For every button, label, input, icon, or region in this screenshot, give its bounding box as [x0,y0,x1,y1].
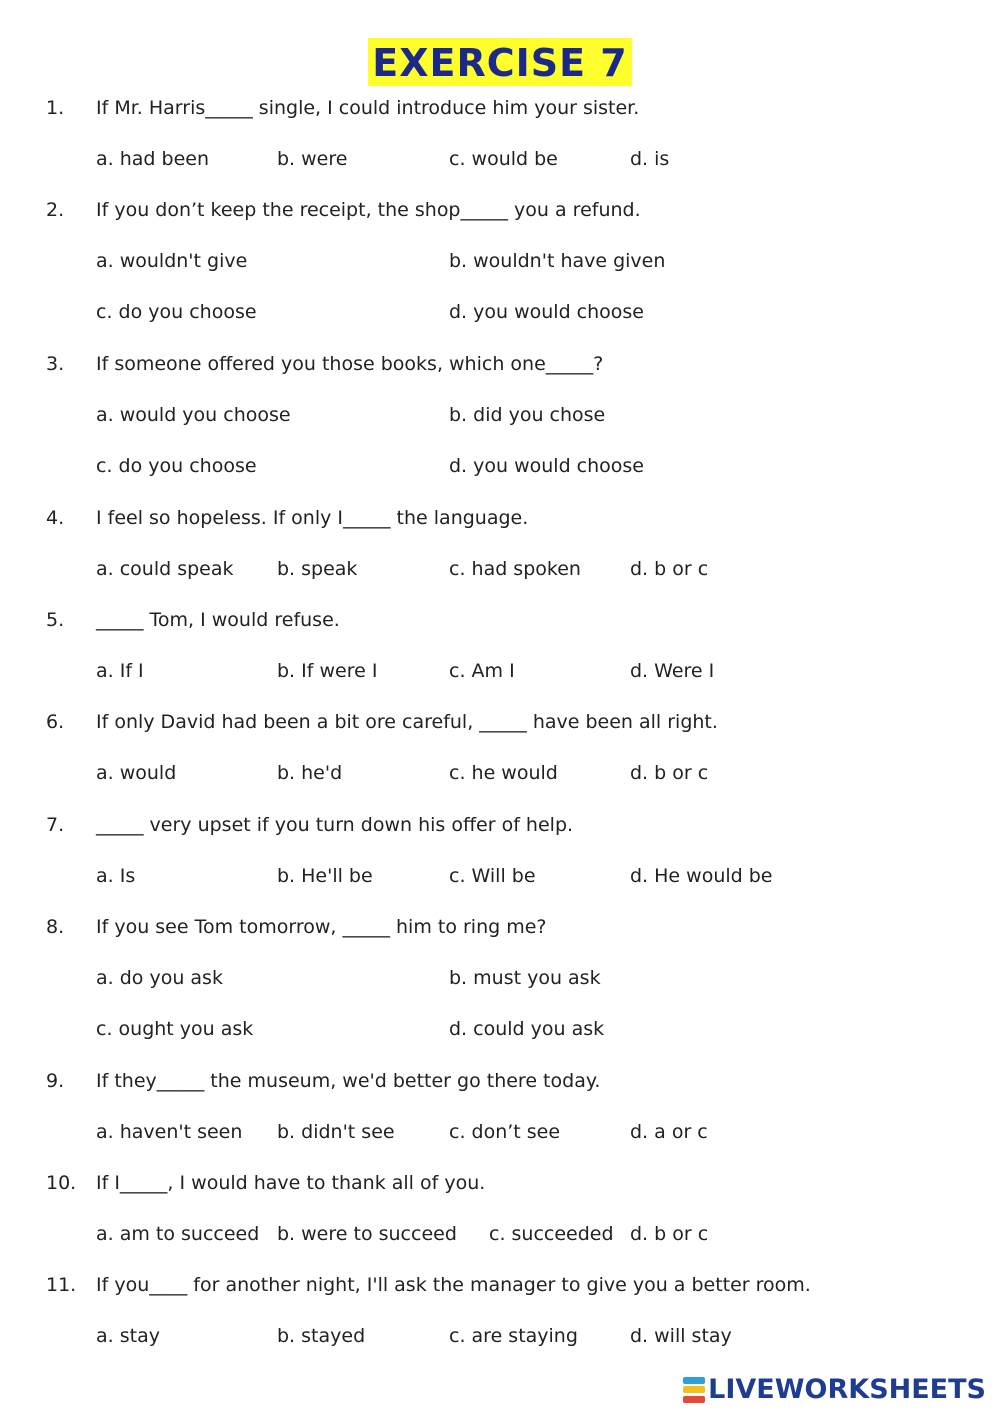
logo-icon [683,1377,705,1403]
question-number: 8. [46,916,65,938]
option-d[interactable]: d. will stay [630,1325,732,1347]
option-b[interactable]: b. He'll be [277,865,373,887]
option-b[interactable]: b. must you ask [449,967,601,989]
option-c[interactable]: c. ought you ask [96,1018,254,1040]
option-c[interactable]: c. do you choose [96,455,257,477]
question-text: If only David had been a bit ore careful, _____ have been all right. [96,711,718,733]
option-a[interactable]: a. would you choose [96,404,291,426]
question-number: 2. [46,199,65,221]
option-c[interactable]: c. Am I [449,660,515,682]
option-d[interactable]: d. b or c [630,1223,709,1245]
question-number: 6. [46,711,65,733]
question-number: 3. [46,353,65,375]
option-a[interactable]: a. do you ask [96,967,223,989]
option-d[interactable]: d. you would choose [449,455,645,477]
option-a[interactable]: a. am to succeed [96,1223,260,1245]
option-a[interactable]: a. haven't seen [96,1121,243,1143]
option-c[interactable]: c. succeeded [489,1223,614,1245]
option-d[interactable]: d. b or c [630,558,709,580]
option-a[interactable]: a. If I [96,660,144,682]
option-b[interactable]: b. speak [277,558,358,580]
option-b[interactable]: b. stayed [277,1325,366,1347]
option-b[interactable]: b. did you chose [449,404,606,426]
question-text: I feel so hopeless. If only I_____ the language. [96,507,529,529]
option-b[interactable]: b. wouldn't have given [449,250,666,272]
logo-bar-yellow [683,1386,705,1393]
option-d[interactable]: d. is [630,148,670,170]
option-a[interactable]: a. had been [96,148,209,170]
option-b[interactable]: b. didn't see [277,1121,395,1143]
option-b[interactable]: b. he'd [277,762,343,784]
option-c[interactable]: c. do you choose [96,301,257,323]
option-a[interactable]: a. Is [96,865,136,887]
option-a[interactable]: a. wouldn't give [96,250,248,272]
option-c[interactable]: c. had spoken [449,558,581,580]
option-d[interactable]: d. you would choose [449,301,645,323]
option-b[interactable]: b. were [277,148,348,170]
logo-bar-red [683,1396,705,1403]
question-number: 7. [46,814,65,836]
option-a[interactable]: a. stay [96,1325,160,1347]
option-d[interactable]: d. a or c [630,1121,708,1143]
question-text: If Mr. Harris_____ single, I could introduce him your sister. [96,97,640,119]
question-number: 1. [46,97,65,119]
question-number: 9. [46,1070,65,1092]
option-c[interactable]: c. would be [449,148,558,170]
question-text: If you don’t keep the receipt, the shop_____ you a refund. [96,199,641,221]
question-text: If they_____ the museum, we'd better go there today. [96,1070,601,1092]
question-text: _____ Tom, I would refuse. [96,609,340,631]
question-text: If you____ for another night, I'll ask the manager to give you a better room. [96,1274,811,1296]
logo-text: LIVEWORKSHEETS [708,1374,986,1405]
question-text: If you see Tom tomorrow, _____ him to ring me? [96,916,547,938]
question-number: 4. [46,507,65,529]
liveworksheets-logo[interactable] [683,1374,986,1405]
option-d[interactable]: d. He would be [630,865,773,887]
logo-bar-blue [683,1377,705,1384]
option-c[interactable]: c. don’t see [449,1121,561,1143]
question-number: 5. [46,609,65,631]
option-a[interactable]: a. could speak [96,558,234,580]
page-title: EXERCISE 7 [368,38,632,86]
question-number: 10. [46,1172,77,1194]
option-b[interactable]: b. If were I [277,660,378,682]
option-b[interactable]: b. were to succeed [277,1223,457,1245]
question-text: If I_____, I would have to thank all of you. [96,1172,486,1194]
question-number: 11. [46,1274,77,1296]
option-d[interactable]: d. could you ask [449,1018,605,1040]
option-c[interactable]: c. Will be [449,865,536,887]
option-c[interactable]: c. he would [449,762,558,784]
question-text: _____ very upset if you turn down his offer of help. [96,814,574,836]
option-a[interactable]: a. would [96,762,177,784]
question-text: If someone offered you those books, which one_____? [96,353,604,375]
option-c[interactable]: c. are staying [449,1325,578,1347]
title-container [0,38,1000,86]
option-d[interactable]: d. Were I [630,660,715,682]
option-d[interactable]: d. b or c [630,762,709,784]
